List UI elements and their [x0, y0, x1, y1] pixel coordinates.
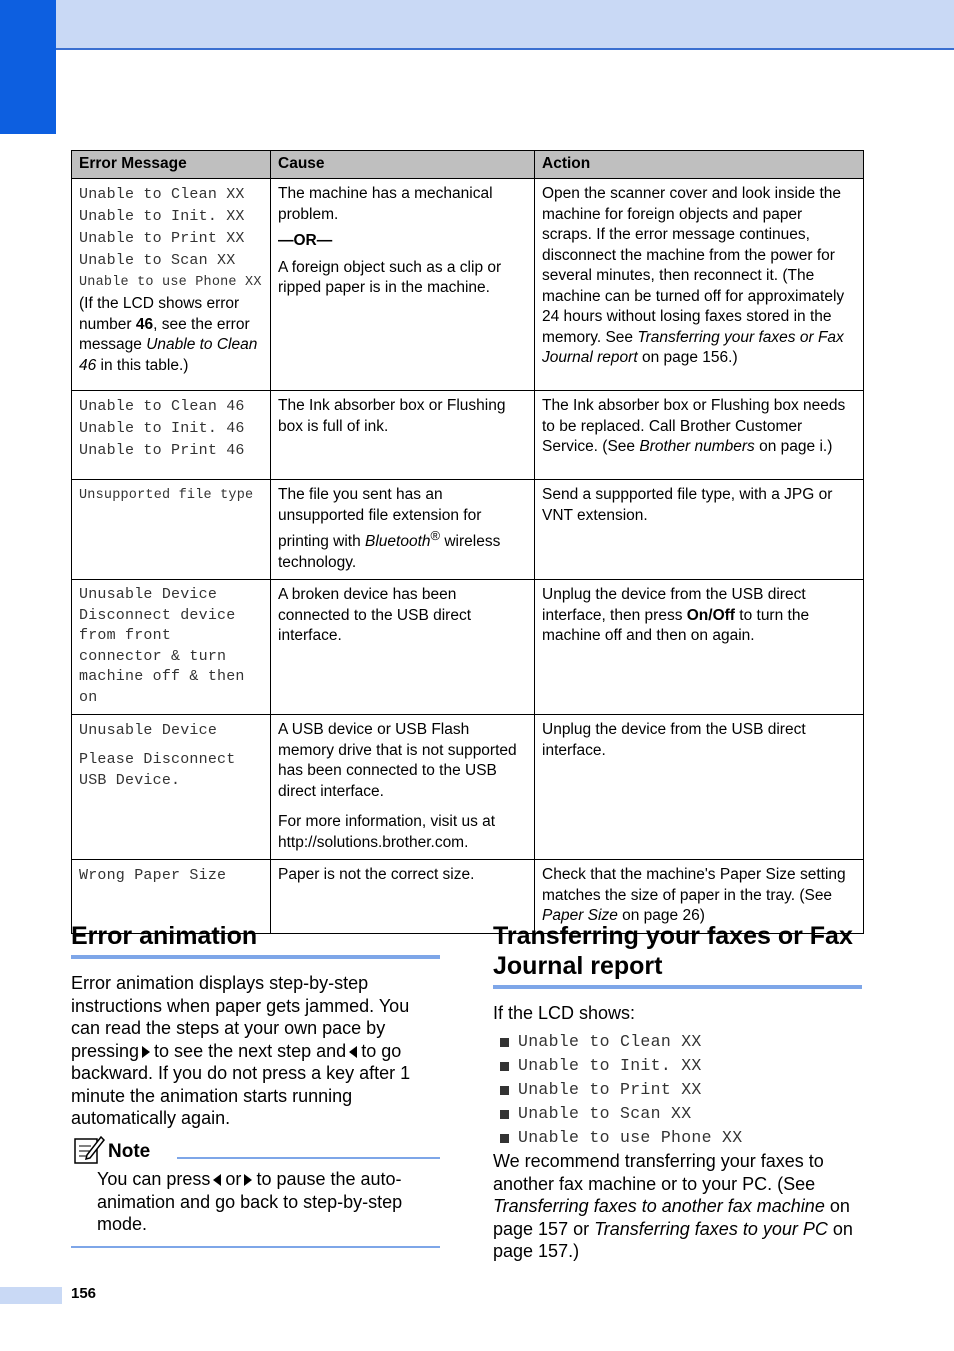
action-cell: Send a suppported file type, with a JPG or VNT extension.: [535, 480, 864, 580]
note-rule: [177, 1157, 440, 1159]
header-band: [56, 0, 954, 50]
action-cell: Unplug the device from the USB direct interface.: [535, 715, 864, 860]
lcd-message: Unable to use Phone XX: [79, 275, 262, 290]
section-heading-error-animation: Error animation: [71, 922, 258, 950]
heading-rule: [493, 985, 862, 989]
bullet-square-icon: [500, 1038, 509, 1047]
note-icon: [73, 1133, 105, 1165]
lcd-message: Wrong Paper Size: [79, 867, 227, 885]
error-message-cell: [72, 391, 271, 480]
cause-cell: The machine has a mechanical problem. —OR— A foreign object such as a clip or ripped paper is in the machine.: [271, 179, 535, 391]
transfer-paragraph: We recommend transferring your faxes to another fax machine or to your PC. (See Transferring faxes to another fax machine on page 157 or Transferring faxes to your PC on page 157.): [493, 1151, 853, 1261]
lcd-message: Unable to Scan XX: [79, 252, 236, 269]
col-header-error-message: Error Message: [72, 151, 271, 179]
cross-reference: Transferring your faxes or Fax Journal report: [542, 328, 844, 366]
lcd-message: Unsupported file type: [79, 488, 254, 503]
bullet-square-icon: [500, 1086, 509, 1095]
lcd-message: Unusable Device: [79, 722, 218, 740]
error-message-cell: [72, 480, 271, 580]
error-message-cell: [72, 580, 271, 715]
error-animation-paragraph: Error animation displays step-by-step instructions when paper gets jammed. You can read the steps at your own pace by pressing to see the next step and to go backward. If you do not press a key after 1 minute the animation starts running automatically again.: [71, 973, 411, 1128]
col-header-action: Action: [535, 151, 864, 179]
action-cell: Open the scanner cover and look inside the machine for foreign objects and paper scraps. If the error message continues, disconnect the machine from the power for several minutes, then reconnect it. (The machine can be turned off for approximately 24 hours without losing faxes stored in the memory. See Transferring your faxes or Fax Journal report on page 156.): [535, 179, 864, 391]
bullet-square-icon: [500, 1110, 509, 1119]
bullet-square-icon: [500, 1062, 509, 1071]
list-item: Unable to Init. XX: [500, 1054, 742, 1078]
cause-cell: A USB device or USB Flash memory drive that is not supported has been connected to the USB direct interface. For more information, visit us at http://solutions.brother.com.: [271, 715, 535, 860]
or-separator: —OR—: [278, 232, 333, 249]
cause-cell: A broken device has been connected to the USB direct interface.: [271, 580, 535, 715]
page-number-tab: [0, 1287, 62, 1304]
lcd-message: Unusable Device Disconnect device from front connector & turn machine off & then on: [79, 586, 245, 706]
key-name: On/Off: [686, 606, 735, 624]
col-header-cause: Cause: [271, 151, 535, 179]
table-row: [72, 179, 864, 391]
left-arrow-icon: [213, 1174, 221, 1186]
lcd-message: Please Disconnect USB Device.: [79, 751, 236, 789]
heading-rule: [71, 955, 440, 959]
cross-reference: Transferring faxes to your PC: [594, 1218, 828, 1239]
error-message-cell: [72, 179, 271, 391]
action-cell: The Ink absorber box or Flushing box needs to be replaced. Call Brother Customer Service. (See Brother numbers on page i.): [535, 391, 864, 480]
lcd-intro: If the LCD shows:: [493, 1003, 636, 1023]
action-cell: Unplug the device from the USB direct interface, then press On/Off to turn the machine off and then on again.: [535, 580, 864, 715]
lcd-message: Unable to Clean XX: [79, 186, 245, 203]
right-arrow-icon: [142, 1046, 150, 1058]
error-table: [71, 150, 864, 934]
error-message-cell: [72, 715, 271, 860]
note-title: Note: [108, 1141, 151, 1162]
table-row: [72, 715, 864, 860]
right-arrow-icon: [244, 1174, 252, 1186]
list-item: Unable to use Phone XX: [500, 1126, 742, 1150]
lcd-message: Unable to Print 46: [79, 442, 245, 459]
table-row: [72, 580, 864, 715]
section-heading-transferring: Transferring your faxes or Fax Journal report: [493, 922, 853, 980]
cross-reference: Paper Size: [542, 907, 618, 925]
chapter-tab: [0, 0, 56, 134]
note-bottom-rule: [71, 1246, 440, 1248]
note-text: You can press or to pause the auto-animation and go back to step-by-step mode.: [97, 1169, 403, 1234]
list-item: Unable to Print XX: [500, 1078, 742, 1102]
lcd-message: Unable to Clean 46: [79, 398, 245, 415]
table-row: [72, 480, 864, 580]
bullet-square-icon: [500, 1134, 509, 1143]
cause-cell: The Ink absorber box or Flushing box is full of ink.: [271, 391, 535, 480]
list-item: Unable to Scan XX: [500, 1102, 742, 1126]
lcd-message: Unable to Init. XX: [79, 208, 245, 225]
table-header-row: [72, 151, 864, 179]
table-row: [72, 391, 864, 480]
action-cell: Check that the machine's Paper Size setting matches the size of paper in the tray. (See Paper Size on page 26): [535, 860, 864, 934]
lcd-message: Unable to Print XX: [79, 230, 245, 247]
cross-reference: Transferring faxes to another fax machine: [493, 1196, 825, 1216]
cross-reference: Brother numbers: [639, 438, 755, 455]
cause-cell: The file you sent has an unsupported file extension for printing with Bluetooth® wireless technology.: [271, 480, 535, 580]
list-item: Unable to Clean XX: [500, 1030, 742, 1054]
message-note: (If the LCD shows error number 46, see the error message Unable to Clean 46 in this table.): [79, 295, 258, 374]
cause-cell: Paper is not the correct size.: [271, 860, 535, 934]
page-number: 156: [71, 1285, 97, 1302]
lcd-message-list: [500, 1030, 742, 1150]
left-arrow-icon: [349, 1046, 357, 1058]
lcd-message: Unable to Init. 46: [79, 420, 245, 437]
